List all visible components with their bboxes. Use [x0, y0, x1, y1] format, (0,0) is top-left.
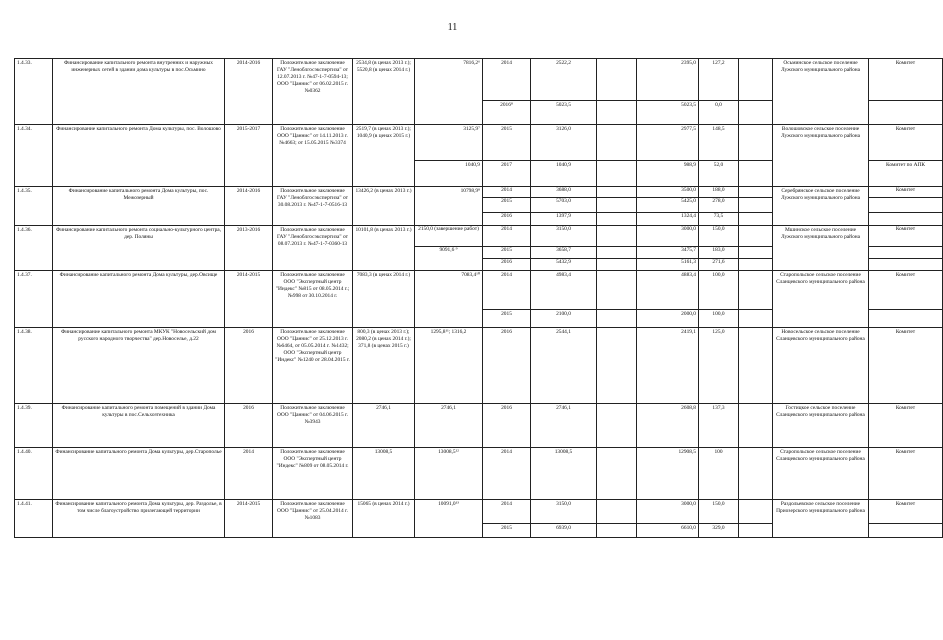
row-remaining: 10798,9⁸ [415, 187, 483, 226]
row-executor [869, 213, 943, 226]
row-regional: 2395,0 [637, 59, 699, 101]
row-regional: 988,9 [637, 161, 699, 187]
row-estimate: 13008,5 [353, 448, 415, 500]
row-regional: 2419,1 [637, 328, 699, 404]
row-regional: 3500,0 [637, 187, 699, 198]
row-id: 1.4.33. [15, 59, 53, 125]
row-local: 150,0 [699, 226, 739, 247]
row-total: 4983,4 [531, 271, 597, 310]
row-spacer [739, 524, 773, 538]
row-executor: Комитет [869, 59, 943, 101]
row-name: Финансирование капитального ремонта помещений в здании Дома культуры в пос.Сельхозтехника [53, 404, 225, 448]
row-local: 125,0 [699, 328, 739, 404]
row-spacer [597, 125, 637, 161]
row-year: 2016 [483, 328, 531, 404]
row-remaining: 13008,5¹² [415, 448, 483, 500]
row-name: Финансирование капитального ремонта социально-культурного центра, дер. Поляны [53, 226, 225, 271]
row-executor: Комитет [869, 226, 943, 247]
row-year: 2014 [483, 226, 531, 247]
row-municipality: Раздольевское сельское поселение Приозерского муниципального района [773, 500, 869, 538]
row-spacer [597, 328, 637, 404]
table-row [15, 271, 943, 310]
row-executor [869, 310, 943, 328]
row-conclusion: Положительное заключение ГАУ "Леноблгосэкспертиза" от 12.07.2013 г. №47-1-7-0594-13; ООО "Цаннис" от 06.02.2015 г. №0362 [273, 59, 353, 125]
row-municipality: Старопольское сельское поселение Сланцевского муниципального района [773, 448, 869, 500]
row-remaining: 1040,9 [415, 161, 483, 187]
row-total: 13008,5 [531, 448, 597, 500]
row-municipality: Старопольское сельское поселение Сланцевского муниципального района [773, 271, 869, 328]
row-remaining: 9091,6 ⁹ [415, 247, 483, 271]
row-regional: 5161,3 [637, 259, 699, 271]
program-table [14, 58, 943, 538]
row-total: 6939,0 [531, 524, 597, 538]
row-name: Финансирование капитального ремонта МКУК "Новосельский дом русского народного творчества" дер.Новоселье, д.22 [53, 328, 225, 404]
table-row [15, 59, 943, 101]
row-estimate: 800,3 (в ценах 2013 г.); 2080,2 (в ценах 2014 г.); 371,8 (в ценах 2015 г.) [353, 328, 415, 404]
row-spacer [597, 404, 637, 448]
row-spacer [739, 125, 773, 161]
row-local: 127,2 [699, 59, 739, 101]
row-id: 1.4.38. [15, 328, 53, 404]
row-local: 100,0 [699, 271, 739, 310]
row-local: 183,0 [699, 247, 739, 259]
row-executor: Комитет [869, 271, 943, 310]
row-period: 2016 [225, 404, 273, 448]
row-spacer [597, 247, 637, 259]
row-estimate: 2519,7 (в ценах 2013 г.); 1040,9 (в ценах 2015 г.) [353, 125, 415, 187]
row-local: 278,0 [699, 198, 739, 213]
row-id: 1.4.37. [15, 271, 53, 328]
row-total: 3688,0 [531, 187, 597, 198]
row-regional: 2608,8 [637, 404, 699, 448]
row-local: 271,6 [699, 259, 739, 271]
row-remaining: 10091,0¹³ [415, 500, 483, 538]
row-year: 2014 [483, 271, 531, 310]
row-total: 2746,1 [531, 404, 597, 448]
row-local: 150,0 [699, 500, 739, 524]
row-name: Финансирование капитального ремонта Дома культуры, пос. Межозерный [53, 187, 225, 226]
row-total: 5432,9 [531, 259, 597, 271]
table-row [15, 187, 943, 198]
row-regional: 4883,4 [637, 271, 699, 310]
row-name: Финансирование капитального ремонта Дома культуры, пос. Волошово [53, 125, 225, 187]
row-municipality: Серебрянское сельское поселение Лужского муниципального района [773, 187, 869, 226]
row-year: 2015 [483, 125, 531, 161]
row-spacer [597, 198, 637, 213]
row-regional: 5023,5 [637, 101, 699, 125]
row-local: 0,0 [699, 101, 739, 125]
table-row [15, 226, 943, 247]
row-year: 2016 [483, 259, 531, 271]
row-local: 188,0 [699, 187, 739, 198]
row-estimate: 15065 (в ценах 2014 г.) [353, 500, 415, 538]
row-regional: 6610,0 [637, 524, 699, 538]
row-executor: Комитет [869, 125, 943, 161]
row-regional: 3475,7 [637, 247, 699, 259]
row-estimate: 7083,3 (в ценах 2014 г.) [353, 271, 415, 328]
row-local: 100 [699, 448, 739, 500]
row-spacer [739, 226, 773, 247]
row-executor: Комитет [869, 187, 943, 198]
row-id: 1.4.40. [15, 448, 53, 500]
row-conclusion: Положительное заключение ООО "Цаннис" от 14.11.2013 г. №4663; от 15.05.2015 №3374 [273, 125, 353, 187]
row-executor [869, 101, 943, 125]
row-year: 2017 [483, 161, 531, 187]
row-spacer [739, 213, 773, 226]
row-spacer [739, 101, 773, 125]
row-remaining: 7816,2⁶ [415, 59, 483, 125]
row-executor [869, 524, 943, 538]
row-local: 100,0 [699, 310, 739, 328]
row-year: 2015 [483, 198, 531, 213]
row-id: 1.4.34. [15, 125, 53, 187]
row-spacer [597, 524, 637, 538]
row-conclusion: Положительное заключение ООО "Цаннис" от 04.06.2015 г. №3943 [273, 404, 353, 448]
row-year: 2015 [483, 524, 531, 538]
row-regional: 3000,0 [637, 500, 699, 524]
row-spacer [597, 101, 637, 125]
row-id: 1.4.35. [15, 187, 53, 226]
row-total: 2522,2 [531, 59, 597, 101]
row-remaining: 3125,9⁷ [415, 125, 483, 161]
row-spacer [739, 271, 773, 310]
row-estimate: 13426,2 (в ценах 2013 г.) [353, 187, 415, 226]
row-estimate: 2746,1 [353, 404, 415, 448]
row-spacer [597, 226, 637, 247]
row-executor [869, 198, 943, 213]
row-total: 3658,7 [531, 247, 597, 259]
row-total: 2100,0 [531, 310, 597, 328]
row-period: 2014-2016 [225, 187, 273, 226]
row-executor: Комитет [869, 500, 943, 524]
page-number: 11 [447, 22, 458, 33]
table-row [15, 328, 943, 404]
row-total: 1040,9 [531, 161, 597, 187]
row-total: 5703,0 [531, 198, 597, 213]
row-period: 2016 [225, 328, 273, 404]
row-regional: 5425,0 [637, 198, 699, 213]
row-local: 137,3 [699, 404, 739, 448]
row-spacer [597, 187, 637, 198]
row-spacer [597, 259, 637, 271]
row-period: 2014-2016 [225, 59, 273, 125]
row-executor: Комитет [869, 328, 943, 404]
row-local: 52,0 [699, 161, 739, 187]
row-total: 2544,1 [531, 328, 597, 404]
row-executor: Комитет [869, 404, 943, 448]
row-executor: Комитет [869, 448, 943, 500]
row-municipality: Новосельское сельское поселение Сланцевского муниципального района [773, 328, 869, 404]
row-id: 1.4.39. [15, 404, 53, 448]
row-spacer [597, 310, 637, 328]
row-regional: 1324,4 [637, 213, 699, 226]
row-conclusion: Положительное заключение ГАУ "Леноблгосэкспертиза" от 08.07.2013 г. №47-1-7-0360-13 [273, 226, 353, 271]
row-regional: 2000,0 [637, 310, 699, 328]
row-id: 1.4.41. [15, 500, 53, 538]
row-name: Финансирование капитального ремонта Дома культуры, дер.Старополье [53, 448, 225, 500]
row-year: 2014 [483, 448, 531, 500]
row-year: 2016 [483, 213, 531, 226]
row-conclusion: Положительное заключение ООО "Цаннис" от 25.12.2013 г. №6464, от 05.05.2014 г. №1432; ООО "Экспертный центр "Индекс" №1240 от 28.04.2015 г. [273, 328, 353, 404]
row-spacer [597, 213, 637, 226]
row-spacer [739, 328, 773, 404]
row-executor: Комитет по АПК [869, 161, 943, 187]
row-remaining: 7083,4¹⁰ [415, 271, 483, 328]
row-spacer [739, 247, 773, 259]
row-spacer [597, 500, 637, 524]
row-regional: 3000,0 [637, 226, 699, 247]
row-spacer [739, 161, 773, 187]
row-id: 1.4.36. [15, 226, 53, 271]
row-municipality: Осьминское сельское поселение Лужского муниципального района [773, 59, 869, 125]
row-period: 2014 [225, 448, 273, 500]
row-remaining: 2746,1 [415, 404, 483, 448]
row-municipality: Гостицкое сельское поселение Сланцевского муниципального района [773, 404, 869, 448]
row-spacer [597, 161, 637, 187]
row-spacer [597, 271, 637, 310]
row-total: 1397,9 [531, 213, 597, 226]
table-row [15, 448, 943, 500]
row-spacer [739, 404, 773, 448]
row-year: 2014 [483, 59, 531, 101]
row-spacer [739, 198, 773, 213]
row-period: 2014-2015 [225, 271, 273, 328]
row-total: 3150,0 [531, 226, 597, 247]
table-row [15, 500, 943, 524]
row-spacer [739, 448, 773, 500]
row-year: 2016 [483, 404, 531, 448]
row-estimate: 2534,8 (в ценах 2013 г.); 5520,8 (в ценах 2014 г.) [353, 59, 415, 125]
row-name: Финансирование капитального ремонта внутренних и наружных инженерных сетей в здании дома культуры в пос.Осьмино [53, 59, 225, 125]
row-period: 2013-2016 [225, 226, 273, 271]
row-spacer [739, 500, 773, 524]
row-spacer [597, 59, 637, 101]
row-year: 2016⁸ [483, 101, 531, 125]
row-local: 73,5 [699, 213, 739, 226]
row-conclusion: Положительное заключение ООО "Экспертный центр "Индекс" №815 от 08.05.2014 г.; №998 от 30.10.2014 г. [273, 271, 353, 328]
row-name: Финансирование капитального ремонта Дома культуры, дер.Овсище [53, 271, 225, 328]
row-local: 148,5 [699, 125, 739, 161]
row-municipality: Мшинское сельское поселение Лужского муниципального района [773, 226, 869, 271]
row-period: 2015-2017 [225, 125, 273, 187]
row-year: 2014 [483, 187, 531, 198]
row-conclusion: Положительное заключение ООО "Цаннис" от 25.04.2014 г. №1083 [273, 500, 353, 538]
table-row [15, 404, 943, 448]
row-executor [869, 259, 943, 271]
row-estimate: 10101,8 (в ценах 2013 г.) [353, 226, 415, 271]
row-conclusion: Положительное заключение ООО "Экспертный центр "Индекс" №809 от 08.05.2014 г. [273, 448, 353, 500]
table-row [15, 125, 943, 161]
row-municipality: Волошовское сельское поселение Лужского муниципального района [773, 125, 869, 187]
row-executor [869, 247, 943, 259]
row-regional: 2977,5 [637, 125, 699, 161]
row-year: 2015 [483, 310, 531, 328]
row-name: Финансирование капитального ремонта Дома культуры, дер. Раздолье, в том числе благоустройство прилегающей территории [53, 500, 225, 538]
row-regional: 12908,5 [637, 448, 699, 500]
row-period: 2014-2015 [225, 500, 273, 538]
row-remaining: 1295,8¹¹; 1316,2 [415, 328, 483, 404]
row-total: 3150,0 [531, 500, 597, 524]
row-spacer [739, 59, 773, 101]
row-spacer [739, 187, 773, 198]
row-local: 329,0 [699, 524, 739, 538]
row-spacer [739, 259, 773, 271]
row-conclusion: Положительное заключение ГАУ "Леноблгосэкспертиза" от 30.08.2013 г. №47-1-7-0516-13 [273, 187, 353, 226]
row-total: 5023,5 [531, 101, 597, 125]
row-year: 2015 [483, 247, 531, 259]
row-spacer [597, 448, 637, 500]
row-total: 3126,0 [531, 125, 597, 161]
row-remaining: 2150,0 (завершение работ) [415, 226, 483, 247]
row-spacer [739, 310, 773, 328]
row-year: 2014 [483, 500, 531, 524]
